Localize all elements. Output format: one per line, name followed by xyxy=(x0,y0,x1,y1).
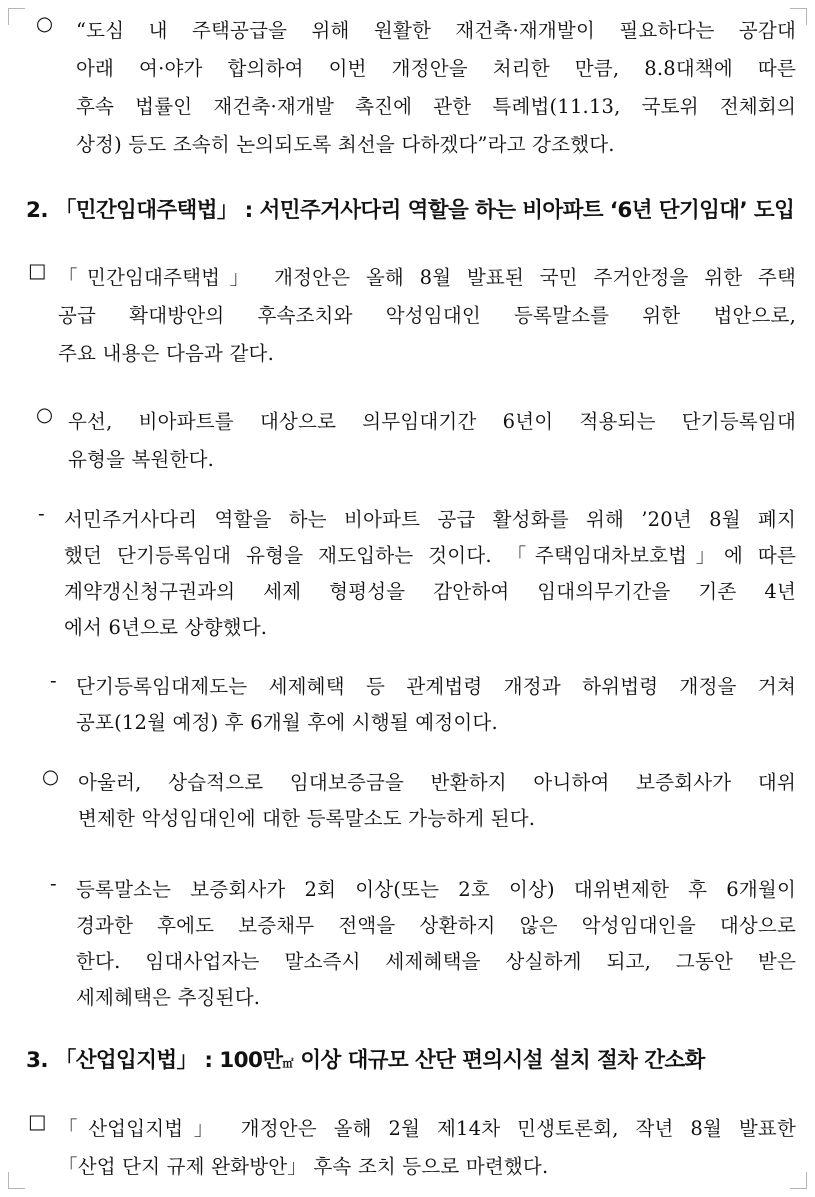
section-heading-3 xyxy=(26,1043,705,1074)
dash-paragraph xyxy=(38,502,796,646)
heading-3-suffix: 이상 대규모 산단 편의시설 설치 절차 간소화 xyxy=(293,1048,705,1073)
text-line: 변제한 악성임대인에 대한 등록말소도 가능하게 된다. xyxy=(78,807,536,830)
quote-paragraph xyxy=(36,12,796,164)
circle-paragraph xyxy=(42,765,796,837)
dash-bullet-icon: - xyxy=(50,669,57,692)
text-line: 상정) 등도 조속히 논의되도록 최선을 다하겠다”라고 강조했다. xyxy=(76,133,615,156)
text-line: 계약갱신청구권과의 세제 형평성을 감안하여 임대의무기간을 기존 4년 xyxy=(64,580,796,603)
text-line: 했던 단기등록임대 유형을 재도입하는 것이다. 「주택임대차보호법」에 따른 xyxy=(64,544,796,567)
crop-mark-bottom-left xyxy=(8,1172,25,1189)
text-line: 등록말소는 보증회사가 2회 이상(또는 2호 이상) 대위변제한 후 6개월이 xyxy=(76,878,796,901)
dash-bullet-icon: - xyxy=(38,502,45,525)
text-line: 단기등록임대제도는 세제혜택 등 관계법령 개정과 하위법령 개정을 거쳐 xyxy=(76,675,796,698)
circle-paragraph xyxy=(36,403,796,479)
area-unit: ㎡ xyxy=(282,1057,294,1070)
text-line: 공급 확대방안의 후속조치와 악성임대인 등록말소를 위한 법안으로, xyxy=(58,304,796,327)
text-line: 「산업입지법」 개정안은 올해 2월 제14차 민생토론회, 작년 8월 발표한 xyxy=(58,1117,796,1140)
section-intro-paragraph xyxy=(28,259,796,373)
dash-bullet-icon: - xyxy=(50,872,57,895)
text-line: “도심 내 주택공급을 위해 원활한 재건축·재개발이 필요하다는 공감대 xyxy=(76,19,796,42)
text-line: 「산업 단지 규제 완화방안」 후속 조치 등으로 마련했다. xyxy=(58,1155,549,1178)
text-line: 에서 6년으로 상향했다. xyxy=(64,616,268,639)
text-line: 세제혜택은 추징된다. xyxy=(76,986,261,1009)
text-line: 우선, 비아파트를 대상으로 의무임대기간 6년이 적용되는 단기등록임대 xyxy=(68,410,796,433)
dash-paragraph xyxy=(50,872,796,1016)
text-line: 아래 여·야가 합의하여 이번 개정안을 처리한 만큼, 8.8대책에 따른 xyxy=(76,57,796,80)
text-line: 한다. 임대사업자는 말소즉시 세제혜택을 상실하게 되고, 그동안 받은 xyxy=(76,950,796,973)
text-line: 후속 법률인 재건축·재개발 촉진에 관한 특례법(11.13, 국토위 전체회의 xyxy=(76,95,796,118)
square-bullet-icon: □ xyxy=(28,1110,47,1133)
section-intro-paragraph xyxy=(28,1110,796,1186)
text-line: 공포(12월 예정) 후 6개월 후에 시행될 예정이다. xyxy=(76,711,498,734)
text-line: 아울러, 상습적으로 임대보증금을 반환하지 아니하여 보증회사가 대위 xyxy=(78,771,796,794)
square-bullet-icon: □ xyxy=(28,259,47,282)
circle-bullet-icon: ○ xyxy=(42,765,60,788)
heading-3-prefix: 3. 「산업입지법」 : 100만 xyxy=(26,1048,283,1073)
text-line: 「민간임대주택법」 개정안은 올해 8월 발표된 국민 주거안정을 위한 주택 xyxy=(58,266,796,289)
text-line: 서민주거사다리 역할을 하는 비아파트 공급 활성화를 위해 ’20년 8월 폐지 xyxy=(64,508,796,531)
text-line: 유형을 복원한다. xyxy=(68,448,215,471)
circle-bullet-icon: ○ xyxy=(36,12,54,35)
section-heading-2: 2. 「민간임대주택법」 : 서민주거사다리 역할을 하는 비아파트 ‘6년 단기임대’ 도입 xyxy=(26,198,795,223)
circle-bullet-icon: ○ xyxy=(36,403,54,426)
text-line: 주요 내용은 다음과 같다. xyxy=(58,342,274,365)
dash-paragraph-small xyxy=(50,669,796,741)
text-line: 경과한 후에도 보증채무 전액을 상환하지 않은 악성임대인을 대상으로 xyxy=(76,914,796,937)
crop-mark-top-left xyxy=(8,8,25,25)
